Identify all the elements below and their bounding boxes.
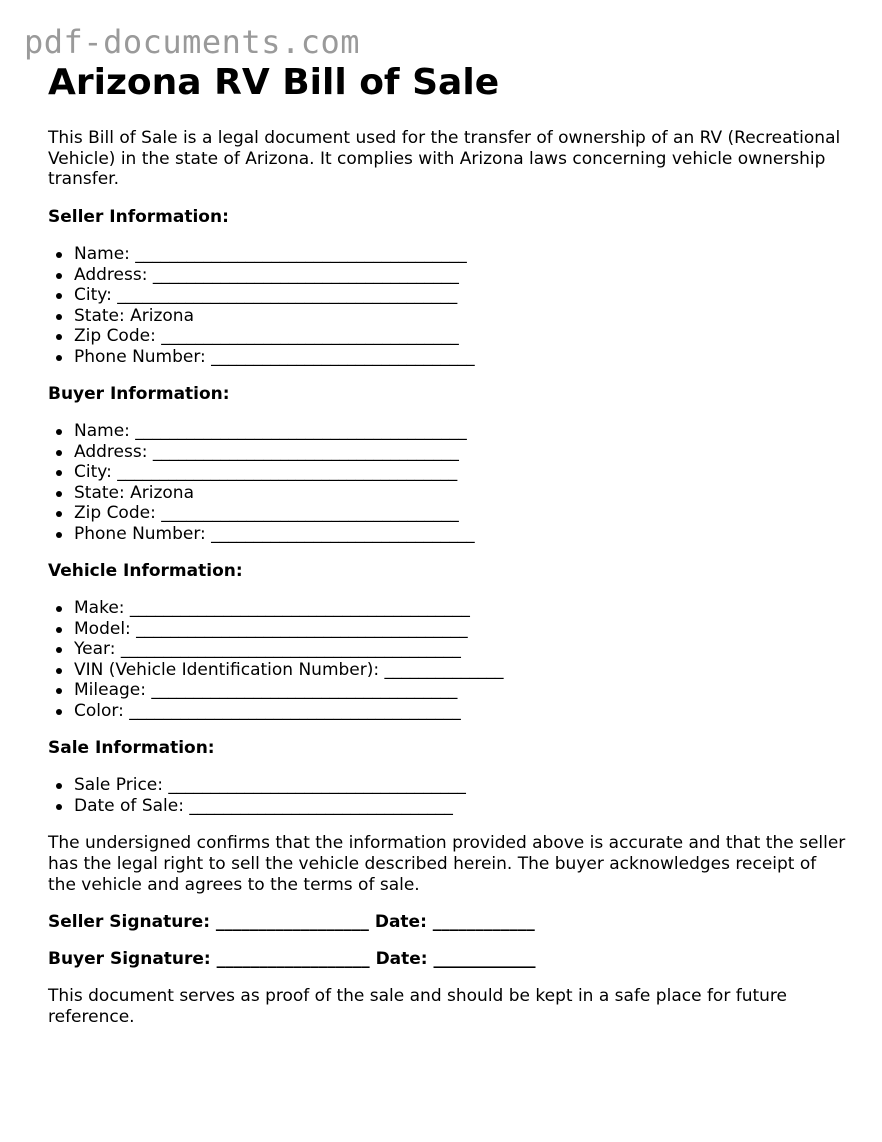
page-title: Arizona RV Bill of Sale bbox=[48, 62, 500, 103]
sale-price-field: Sale Price: ___________________________________ bbox=[74, 775, 848, 796]
closing-paragraph: This document serves as proof of the sale and should be kept in a safe place for future reference. bbox=[48, 986, 787, 1027]
sale-date-field: Date of Sale: _______________________________ bbox=[74, 796, 848, 817]
buyer-list bbox=[48, 421, 848, 544]
seller-phone-field: Phone Number: _______________________________ bbox=[74, 347, 848, 368]
seller-zip-field: Zip Code: ___________________________________ bbox=[74, 326, 848, 347]
seller-heading: Seller Information: bbox=[48, 207, 229, 228]
buyer-name-field: Name: _______________________________________ bbox=[74, 421, 848, 442]
buyer-signature-line: Buyer Signature: __________________ Date: ____________ bbox=[48, 949, 536, 970]
vehicle-vin-field: VIN (Vehicle Identification Number): ______________ bbox=[74, 660, 848, 681]
buyer-heading: Buyer Information: bbox=[48, 384, 230, 405]
sale-list bbox=[48, 775, 848, 816]
watermark: pdf-documents.com bbox=[24, 23, 361, 61]
seller-state-field: State: Arizona bbox=[74, 306, 848, 327]
seller-signature-line: Seller Signature: __________________ Date: ____________ bbox=[48, 912, 535, 933]
confirmation-paragraph: The undersigned confirms that the information provided above is accurate and that the seller has the legal right to sell the vehicle described herein. The buyer acknowledges receipt of the vehicle and agrees to the terms of sale. bbox=[48, 833, 846, 895]
intro-paragraph: This Bill of Sale is a legal document used for the transfer of ownership of an RV (Recreational Vehicle) in the state of Arizona. It complies with Arizona laws concerning vehicle ownership transfer. bbox=[48, 128, 841, 190]
document-page bbox=[48, 62, 848, 1028]
vehicle-color-field: Color: _______________________________________ bbox=[74, 701, 848, 722]
vehicle-heading: Vehicle Information: bbox=[48, 561, 243, 582]
seller-address-field: Address: ____________________________________ bbox=[74, 265, 848, 286]
sale-heading: Sale Information: bbox=[48, 738, 215, 759]
seller-name-field: Name: _______________________________________ bbox=[74, 244, 848, 265]
vehicle-year-field: Year: ________________________________________ bbox=[74, 639, 848, 660]
buyer-address-field: Address: ____________________________________ bbox=[74, 442, 848, 463]
buyer-state-field: State: Arizona bbox=[74, 483, 848, 504]
vehicle-model-field: Model: _______________________________________ bbox=[74, 619, 848, 640]
seller-list bbox=[48, 244, 848, 367]
vehicle-make-field: Make: ________________________________________ bbox=[74, 598, 848, 619]
vehicle-list bbox=[48, 598, 848, 721]
buyer-city-field: City: ________________________________________ bbox=[74, 462, 848, 483]
buyer-phone-field: Phone Number: _______________________________ bbox=[74, 524, 848, 545]
buyer-zip-field: Zip Code: ___________________________________ bbox=[74, 503, 848, 524]
seller-city-field: City: ________________________________________ bbox=[74, 285, 848, 306]
vehicle-mileage-field: Mileage: ____________________________________ bbox=[74, 680, 848, 701]
